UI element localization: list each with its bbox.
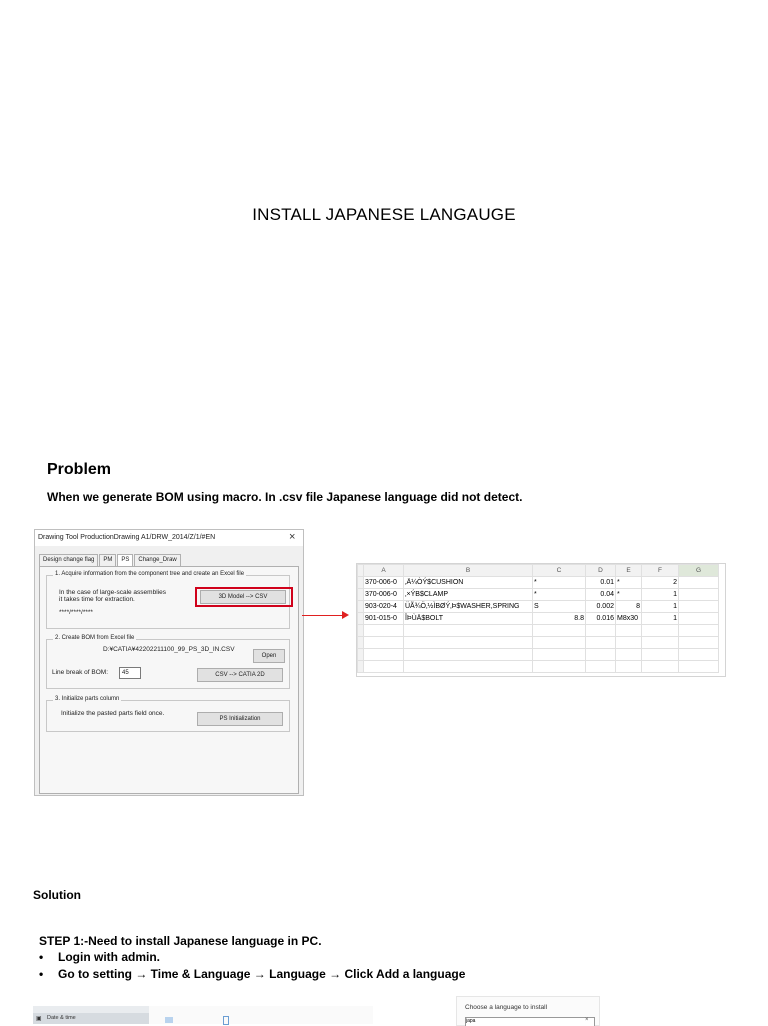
ps-initialization-button[interactable]: PS Initialization bbox=[197, 712, 283, 726]
language-search-input[interactable]: japa bbox=[465, 1017, 595, 1026]
table-cell[interactable] bbox=[616, 625, 642, 637]
table-cell[interactable]: 0.01 bbox=[586, 577, 616, 589]
table-row bbox=[358, 601, 719, 613]
table-cell[interactable]: ‚×ÝB$CLAMP bbox=[404, 589, 533, 601]
csv-to-catia-button[interactable]: CSV --> CATIA 2D bbox=[197, 668, 283, 682]
bullet-icon: • bbox=[39, 950, 44, 964]
table-cell[interactable]: * bbox=[533, 577, 586, 589]
table-cell[interactable] bbox=[533, 649, 586, 661]
dialog-title: Drawing Tool ProductionDrawing A1/DRW_2014/Z/1/#EN bbox=[38, 534, 216, 541]
group-label: 2. Create BOM from Excel file bbox=[55, 635, 135, 641]
tab-pm[interactable]: PM bbox=[99, 554, 116, 566]
table-row bbox=[358, 649, 719, 661]
table-cell[interactable] bbox=[364, 649, 404, 661]
tab-change-draw[interactable]: Change_Draw bbox=[134, 554, 180, 566]
table-cell[interactable] bbox=[404, 661, 533, 673]
table-row bbox=[358, 625, 719, 637]
table-cell[interactable] bbox=[404, 649, 533, 661]
table-row bbox=[358, 589, 719, 601]
table-cell[interactable] bbox=[642, 625, 679, 637]
table-cell[interactable]: 1 bbox=[642, 613, 679, 625]
settings-screenshot bbox=[33, 1006, 373, 1024]
table-row bbox=[358, 613, 719, 625]
line-break-input[interactable]: 45 bbox=[119, 667, 141, 679]
table-row bbox=[358, 577, 719, 589]
dialog-titlebar bbox=[35, 530, 303, 546]
column-header[interactable]: B bbox=[404, 565, 533, 577]
tab-design-change-flag[interactable]: Design change flag bbox=[39, 554, 98, 566]
bullet-text: Login with admin. bbox=[58, 950, 160, 964]
column-header[interactable]: A bbox=[364, 565, 404, 577]
table-cell[interactable]: 1 bbox=[642, 601, 679, 613]
dialog-body bbox=[35, 546, 303, 795]
table-cell[interactable] bbox=[642, 661, 679, 673]
table-cell[interactable]: 370-006-0 bbox=[364, 577, 404, 589]
tab-ps[interactable]: PS bbox=[117, 554, 133, 566]
csv-spreadsheet bbox=[356, 563, 726, 677]
table-cell[interactable]: 903-020-4 bbox=[364, 601, 404, 613]
open-button[interactable]: Open bbox=[253, 649, 285, 663]
table-cell[interactable]: 0.002 bbox=[586, 601, 616, 613]
column-header[interactable]: C bbox=[533, 565, 586, 577]
table-cell[interactable]: ‚Ä¼ÒÝ$CUSHION bbox=[404, 577, 533, 589]
bullet-icon: • bbox=[39, 967, 44, 981]
table-cell[interactable] bbox=[679, 625, 719, 637]
table-cell[interactable]: * bbox=[616, 589, 642, 601]
table-cell[interactable]: * bbox=[533, 589, 586, 601]
table-cell[interactable] bbox=[679, 637, 719, 649]
list-item bbox=[39, 967, 465, 981]
table-cell[interactable] bbox=[404, 625, 533, 637]
spreadsheet-table bbox=[357, 564, 719, 673]
column-header-row bbox=[358, 565, 719, 577]
table-cell[interactable] bbox=[616, 649, 642, 661]
table-cell[interactable] bbox=[642, 649, 679, 661]
page-title: INSTALL JAPANESE LANGAUGE bbox=[252, 205, 516, 224]
init-text: Initialize the pasted parts field once. bbox=[61, 710, 165, 717]
table-cell[interactable] bbox=[586, 625, 616, 637]
table-cell[interactable] bbox=[364, 625, 404, 637]
table-cell[interactable] bbox=[533, 661, 586, 673]
table-row bbox=[358, 661, 719, 673]
sidebar-item-label: Date & time bbox=[47, 1015, 76, 1021]
table-cell[interactable] bbox=[533, 625, 586, 637]
clear-icon[interactable]: × bbox=[585, 1017, 589, 1023]
table-cell[interactable] bbox=[679, 601, 719, 613]
table-cell[interactable] bbox=[404, 637, 533, 649]
table-cell[interactable] bbox=[586, 661, 616, 673]
problem-description: When we generate BOM using macro. In .csv file Japanese language did not detect. bbox=[47, 490, 523, 504]
table-cell[interactable] bbox=[616, 661, 642, 673]
table-cell[interactable] bbox=[679, 613, 719, 625]
create-bom-group bbox=[46, 635, 290, 689]
table-cell[interactable]: M8x30 bbox=[616, 613, 642, 625]
solution-heading: Solution bbox=[33, 888, 81, 902]
initialize-parts-group bbox=[46, 696, 290, 732]
table-cell[interactable]: 0.016 bbox=[586, 613, 616, 625]
status-text: ****/****/**** bbox=[59, 609, 93, 616]
model-to-csv-button[interactable]: 3D Model --> CSV bbox=[200, 590, 286, 604]
note-text: In the case of large-scale assemblies bbox=[59, 589, 166, 596]
dialog-title: Choose a language to install bbox=[465, 1004, 548, 1011]
table-cell[interactable]: ÜÃ¾Ö‚½ÌBØÝ‚Þ$WASHER,SPRING bbox=[404, 601, 533, 613]
table-cell[interactable]: 2 bbox=[642, 577, 679, 589]
dialog-tabs bbox=[39, 554, 182, 566]
table-cell[interactable]: 1 bbox=[642, 589, 679, 601]
line-break-label: Line break of BOM: bbox=[52, 669, 108, 676]
table-cell[interactable]: 0.04 bbox=[586, 589, 616, 601]
drawing-tool-dialog bbox=[34, 529, 304, 796]
table-cell[interactable] bbox=[679, 649, 719, 661]
table-cell[interactable] bbox=[679, 661, 719, 673]
language-install-dialog bbox=[456, 996, 600, 1026]
column-header[interactable]: F bbox=[642, 565, 679, 577]
table-cell[interactable]: 8.8 bbox=[533, 613, 586, 625]
problem-heading: Problem bbox=[47, 461, 112, 478]
arrow-line bbox=[302, 615, 344, 616]
group-label: 1. Acquire information from the component tree and create an Excel file bbox=[55, 571, 245, 577]
table-cell[interactable] bbox=[679, 577, 719, 589]
column-header[interactable]: G bbox=[679, 565, 719, 577]
table-cell[interactable] bbox=[533, 637, 586, 649]
table-cell[interactable] bbox=[586, 637, 616, 649]
table-row bbox=[358, 637, 719, 649]
file-path: D:¥CATIA¥42202211100_99_PS_3D_IN.CSV bbox=[103, 646, 235, 653]
table-cell[interactable]: S bbox=[533, 601, 586, 613]
note-text: it takes time for extraction. bbox=[59, 596, 135, 603]
column-header[interactable]: D bbox=[586, 565, 616, 577]
step1-text: STEP 1:-Need to install Japanese language in PC. bbox=[39, 934, 322, 948]
ps-tab-panel bbox=[39, 566, 299, 794]
acquire-info-group bbox=[46, 571, 290, 629]
table-cell[interactable] bbox=[364, 661, 404, 673]
list-item bbox=[39, 950, 160, 964]
table-cell[interactable]: 8 bbox=[616, 601, 642, 613]
close-icon[interactable]: × bbox=[289, 531, 296, 543]
table-cell[interactable] bbox=[364, 637, 404, 649]
monitor-icon bbox=[165, 1017, 173, 1023]
table-cell[interactable] bbox=[616, 637, 642, 649]
calendar-icon: ▣ bbox=[36, 1016, 42, 1022]
table-cell[interactable]: ÎÞÙÄ$BOLT bbox=[404, 613, 533, 625]
table-cell[interactable]: 370-006-0 bbox=[364, 589, 404, 601]
table-cell[interactable]: 901-015-0 bbox=[364, 613, 404, 625]
arrow-right-icon bbox=[342, 611, 349, 619]
table-cell[interactable] bbox=[679, 589, 719, 601]
table-cell[interactable] bbox=[642, 637, 679, 649]
column-header[interactable]: E bbox=[616, 565, 642, 577]
table-cell[interactable]: * bbox=[616, 577, 642, 589]
group-label: 3. Initialize parts column bbox=[55, 696, 120, 702]
table-cell[interactable] bbox=[586, 649, 616, 661]
bullet-text: Go to setting → Time & Language → Language → Click Add a language bbox=[58, 967, 466, 981]
